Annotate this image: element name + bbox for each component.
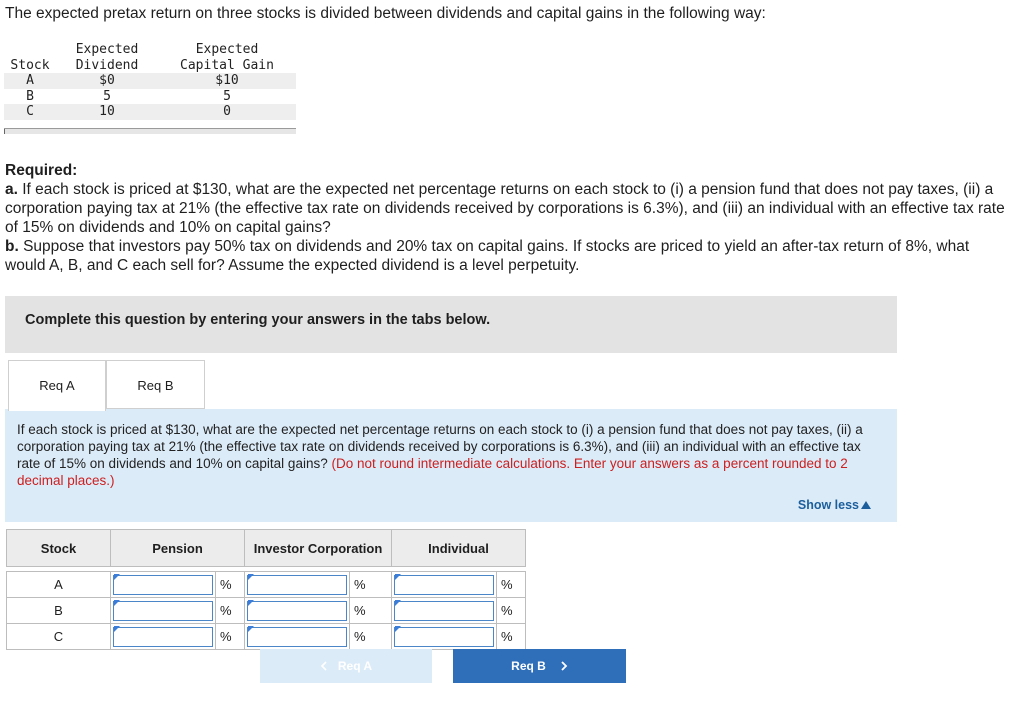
part-b [5,237,1005,275]
part-a-label: a. [5,181,18,198]
cell-stock: A [4,73,56,89]
required-section [5,161,1005,275]
pension-input-b[interactable] [113,601,213,621]
tab-req-b[interactable]: Req B [106,360,205,409]
table-row [4,89,296,105]
cell-gain: 0 [158,104,296,120]
part-a-text: If each stock is priced at $130, what are the expected net percentage returns on each stock to (i) a pension fund that does not pay taxes, (ii) a corporation paying tax at 21% (the effective tax rate on dividends received by corporations is 6.3%), and (iii) an individual with an effective tax rate of 15% on dividends and 10% on capital gains? [5,181,1005,236]
chevron-right-icon [560,661,568,671]
required-heading: Required: [5,162,78,179]
answer-stock: B [7,598,111,624]
answer-header-individual: Individual [392,530,526,567]
triangle-up-icon [861,501,871,509]
table-row [4,73,296,89]
table-header-row [4,58,296,74]
answer-table [6,529,526,650]
next-button-label: Req B [511,659,546,673]
pension-cell [111,572,216,598]
prev-req-a-button[interactable] [260,649,432,683]
tab-req-a[interactable]: Req A [8,360,106,411]
answer-header-stock: Stock [7,530,111,567]
table-row [4,104,296,120]
table-scrollbar[interactable] [4,128,296,134]
cell-gain: $10 [158,73,296,89]
show-less-label: Show less [797,498,859,512]
percent-sign: % [497,572,526,598]
cell-gain: 5 [223,88,231,104]
answer-header-pension: Pension [111,530,245,567]
corporation-cell [245,572,350,598]
pension-input-a[interactable] [113,575,213,595]
percent-sign: % [216,598,245,624]
answer-row [7,572,526,598]
part-a [5,180,1005,237]
table-header-row [4,42,296,58]
prev-button-label: Req A [337,659,373,673]
pension-cell [111,624,216,650]
cell-dividend: 10 [56,104,158,120]
percent-sign: % [350,598,392,624]
cell-stock: C [4,104,56,120]
intro-text: The expected pretax return on three stocks is divided between dividends and capital gains in the following way: [5,5,766,22]
instructions-banner [5,296,897,353]
question-body: If each stock is priced at $130, what are the expected net percentage returns on each stock to (i) a pension fund that does not pay taxes, (ii) a corporation paying tax at 21% (the effective tax rate on dividends received by corporations is 6.3%), and (iii) an individual with an effective tax rate of 15% on dividends and 10% on capital gains? [17,422,863,471]
individual-input-b[interactable] [394,601,494,621]
part-b-label: b. [5,238,19,255]
percent-sign: % [497,624,526,650]
header-stock: Stock [10,57,50,73]
header-stock-spacer [4,42,56,58]
header-gain-line1: Expected [195,42,259,57]
answer-stock: C [7,624,111,650]
percent-sign: % [350,572,392,598]
show-less-link[interactable] [798,498,871,512]
header-dividend-line1: Expected [75,42,139,57]
chevron-left-icon [320,661,328,671]
header-gain-line2: Capital Gain [180,57,274,73]
answer-row [7,624,526,650]
corporation-input-a[interactable] [247,575,347,595]
answer-stock: A [7,572,111,598]
corporation-cell [245,598,350,624]
pension-cell [111,598,216,624]
percent-sign: % [216,572,245,598]
question-panel [5,409,897,522]
question-text [17,421,887,489]
cell-dividend: $0 [56,73,158,89]
answer-header-corporation: Investor Corporation [245,530,392,567]
stock-returns-table [4,42,296,120]
percent-sign: % [497,598,526,624]
answer-header-row [7,530,526,567]
corporation-input-c[interactable] [247,627,347,647]
banner-text: Complete this question by entering your answers in the tabs below. [25,312,491,328]
individual-cell [392,598,497,624]
percent-sign: % [350,624,392,650]
percent-sign: % [216,624,245,650]
cell-stock: B [26,88,34,104]
next-req-b-button[interactable] [453,649,626,683]
individual-input-c[interactable] [394,627,494,647]
corporation-cell [245,624,350,650]
part-b-text: Suppose that investors pay 50% tax on dividends and 20% tax on capital gains. If stocks are priced to yield an after-tax return of 8%, what would A, B, and C each sell for? Assume the expected dividend is a level perpetuity. [5,238,970,274]
header-dividend-line2: Dividend [75,57,139,73]
cell-dividend: 5 [103,88,111,104]
individual-input-a[interactable] [394,575,494,595]
individual-cell [392,624,497,650]
pension-input-c[interactable] [113,627,213,647]
corporation-input-b[interactable] [247,601,347,621]
answer-row [7,598,526,624]
instruction-text: (Do not round intermediate calculations. Enter your answers as a percent rounded to 2 decimal places.) [17,456,848,488]
individual-cell [392,572,497,598]
